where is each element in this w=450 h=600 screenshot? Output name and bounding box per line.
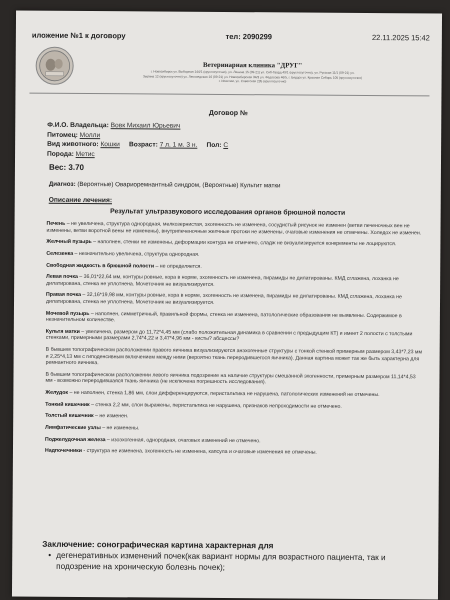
- finding-paragraph: Поджелудочная железа – изоэхогенная, однородная, очаговых изменений не отмечено.: [45, 436, 261, 444]
- sex-value: С: [223, 142, 229, 150]
- clinic-emblem-icon: [36, 47, 74, 85]
- clinic-addresses: [76, 69, 430, 85]
- diagnosis-label: Диагноз:: [48, 180, 76, 188]
- conclusion-title: Заключение: сонографическая картина характерная для: [42, 539, 274, 551]
- age-label: Возраст:: [128, 141, 158, 149]
- diagnosis-value: (Вероятные) Овариоремнантный синдром, (Вероятные) Культит матки: [77, 180, 281, 190]
- finding-paragraph: Культя матки – увеличена, размером до 11,72*4,45 мм (слабо положительная динамика в сравнении с предыдущим КТ) и имеет 2 полости с толстыми стенками, примерными размерами 2,74*4,22 и 3,47*4,96 мм - кисты? абсцессы?: [45, 328, 413, 343]
- breed-row: [47, 150, 228, 161]
- diagnosis-row: [49, 181, 427, 191]
- finding-paragraph: Надпочечники - структура не изменена, эхогенность не изменена, капсула и очаговые изменения не отмечены.: [44, 448, 317, 456]
- owner-info: [47, 121, 228, 161]
- finding-paragraph: Лимфатические узлы – не изменены.: [45, 424, 140, 432]
- finding-paragraph: Желчный пузырь – наполнен, стенки не изменены, деформации контура не отмечено, сладж не визуализируется конкременты не лоцируются.: [46, 238, 397, 248]
- finding-paragraph: Мочевой пузырь – наполнен, симметричный, правильной формы, стенка не изменена, патологические образования не выявлены. Содержимое в незначительном количестве.: [45, 310, 402, 324]
- breed-value: Метис: [75, 150, 95, 158]
- conclusion-item: [48, 550, 424, 575]
- clinic-address-line: Зыряна 12 (круглосуточно) ул. Лесоседская 16 (09-21) ул. Новосибирская 34/3 ул. Федосова 46/5, г. Бердск ул. Красная Сибирь 105 (круглосуточно): [142, 73, 363, 80]
- finding-paragraph: Печень – не увеличена, структура однородная, мелкозернистая, эхогенность не изменена, сосудистый рисунок не изменен (ветви печеночных вен не изменены, ветви воротной вены не изменены), внутрипеченочные желчные протоки не изменены, очаговые изменения не отмечены. Холедох не изменен.: [46, 220, 422, 236]
- clinic-address-line: г. Искитим, ул. Советская 235 (круглосуточно): [218, 78, 287, 84]
- treatment-label: Описание лечения:: [48, 196, 113, 205]
- clinic-phone: тел: 2090299: [225, 31, 273, 42]
- finding-paragraph: В бывшем топографическом расположении правого яичника визуализируются анэхогенные структуры с тонкой стенкой примерным размером 3,43*7,23 мм и 2,25*4,13 мм с гиподенсивным включением между ними (вероятно ткань переродившегося яичника). Данная картина может так же быть характерна для ремнантного яичника.: [45, 346, 423, 367]
- sex-label: Пол:: [206, 142, 222, 150]
- conclusion-item-text: дегенеративных изменений почек(как вариант нормы для возрастного пациента, так и подозрение на хроническую болезнь почек);: [56, 550, 386, 572]
- contract-title: Договор №: [208, 109, 248, 118]
- finding-paragraph: Правая почка – 32,16*19,98 мм, контуры ровные, кора в норме, эхогенность не изменена, пирамиды не дилатированы. КМД сглажена, лоханка не дилатирована, стенка не уплотнена. Мочеточник не визуализируется.: [45, 292, 402, 306]
- result-title: Результат ультразвукового исследования органов брюшной полости: [110, 208, 346, 217]
- conclusion-list: [48, 550, 424, 575]
- finding-paragraph: Селезенка – незначительно увеличена, структура однородная.: [46, 250, 200, 258]
- species-value: Кошки: [100, 141, 120, 149]
- header-divider: [29, 93, 429, 97]
- pet-label: Питомец:: [47, 131, 78, 139]
- finding-paragraph: Тонкий кишечник – стенка 2,2 мм, слои выражены, перистальтика не нарушена, признаков непроходимости не отмечено.: [45, 401, 342, 410]
- finding-paragraph: В бывшем топографическом расположении левого яичника подозрение на наличие структуры смешанной эхогенности, примерным размером 11,14*4,53 мм - возможно переродившаяся ткань яичника (не исключена погрешность исследования).: [45, 371, 416, 386]
- document-sheet: [12, 11, 442, 600]
- weight-row: [49, 163, 84, 172]
- clinic-name: Ветеринарная клиника "ДРУГ": [202, 61, 303, 70]
- finding-paragraph: Толстый кишечник – не изменен.: [45, 412, 129, 420]
- findings-list: [45, 221, 425, 463]
- breed-label: Порода:: [47, 150, 74, 158]
- weight-label: Вес:: [48, 162, 67, 172]
- age-value: 7 л. 1 м. 3 н.: [159, 141, 198, 149]
- bullet-icon: •: [48, 550, 52, 560]
- weight-value: 3.70: [68, 162, 85, 172]
- document-header: [32, 31, 430, 43]
- species-label: Вид животного:: [47, 140, 99, 149]
- clinic-address-line: г. Новосибирск ул. Выборная 144/1 (круглосуточно), ул. Ленина 15 (09-21) ул. Сиб-Гвард 49/1 (круглосуточно), ул. Русская 11/1 (09-21) ул.: [150, 69, 355, 75]
- finding-paragraph: Свободная жидкость в брюшной полости – не определяется.: [46, 262, 202, 270]
- appendix-label: иложение №1 к договору: [31, 30, 126, 41]
- pet-value: Молли: [79, 131, 101, 139]
- finding-paragraph: Левая почка – 36,01*22,64 мм, контуры ровные, кора в норме, эхогенность не изменена, пирамиды не дилатированы. КМД сглажена, лоханка не дилатирована, стенка не уплотнена. Мочеточник не визуализируется.: [46, 273, 399, 288]
- fio-label: Ф.И.О. Владельца:: [47, 121, 109, 130]
- document-datetime: 22.11.2025 15:42: [371, 33, 430, 43]
- finding-paragraph: Желудок – не наполнен, стенка 1,86 мм, слои дифференцируются, перистальтика не нарушена, патологических изменений не отмечены.: [45, 389, 380, 398]
- conclusion: [42, 539, 424, 575]
- fio-value: Вовк Михаил Юрьевич: [110, 122, 181, 130]
